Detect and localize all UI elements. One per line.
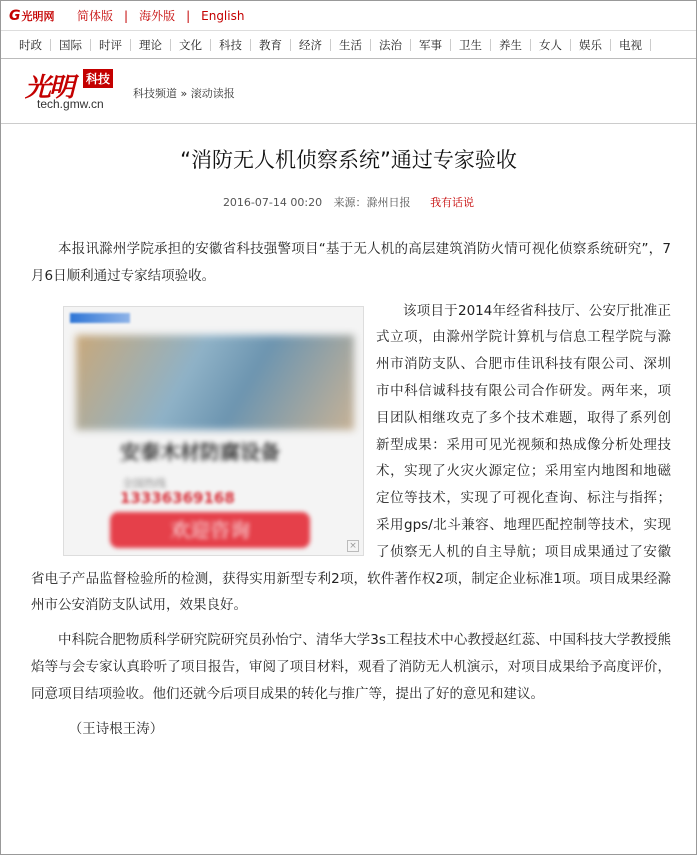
guangming-logo[interactable]: 光明 [25,73,74,103]
nav-item[interactable]: 生活 [331,39,371,51]
nav-item[interactable]: 理论 [131,39,171,51]
channel-domain: tech.gmw.cn [37,97,104,111]
nav-item[interactable]: 时评 [91,39,131,51]
header-divider [1,123,696,124]
version-links [77,7,244,24]
nav-item[interactable]: 经济 [291,39,331,51]
nav-item[interactable]: 教育 [251,39,291,51]
link-simplified[interactable]: 简体版 [77,9,114,23]
nav-item[interactable]: 科技 [211,39,251,51]
article-title: “消防无人机侦察系统”通过专家验收 [180,148,517,172]
divider: | [124,8,129,23]
nav-item[interactable]: 女人 [531,39,571,51]
channel-tag[interactable]: 科技 [83,69,113,88]
link-overseas[interactable]: 海外版 [139,9,176,23]
breadcrumb-section[interactable]: 滚动读报 [190,87,235,100]
paragraph: 该项目于2014年经省科技厅、公安厅批准正式立项，由滁州学院计算机与信息工程学院与滁州市消防支队、合肥市佳讯科技有限公司、深圳市中科信诚科技有限公司合作研发。两年来，项目团队相继攻克了多个技术难题，取得了系列创新型成果：采用可见光视频和热成像分析处理技术，实现了火灾火源定位；采用室内地图和地磁定位等技术，实现了可视化查询、标注与指挥；采用gps/北斗兼容、地理匹配控制等技术，实现了侦察无人机的自主导航；项目成果通过了安徽省电子产品监督检验所的检测，获得实用新型专利2项，软件著作权2项，制定企业标准1项。项目成果经滁州市公安消防支队试用，效果良好。 [31,302,671,614]
ad-logo [70,313,130,323]
paragraph: 中科院合肥物质科学研究院研究员孙怡宁、清华大学3s工程技术中心教授赵红蕊、中国科技大学教授熊焰等与会专家认真聆听了项目报告，审阅了项目材料，观看了消防无人机演示，对项目成果给予高度评价，同意项目结项验收。他们还就今后项目成果的转化与推广等，提出了好的意见和建议。 [31,632,671,702]
gmw-logo-mark: G [9,7,21,24]
close-icon[interactable]: × [347,540,359,552]
gmw-logo[interactable] [9,8,77,24]
article-body [31,236,671,750]
ad-image [76,335,354,430]
link-english[interactable]: English [201,8,245,23]
gmw-logo-text: 光明网 [21,9,55,23]
breadcrumb-channel[interactable]: 科技频道 [133,87,177,100]
nav-item[interactable]: 电视 [611,39,651,51]
nav-item[interactable]: 军事 [411,39,451,51]
ad-button[interactable]: 欢迎咨询 [110,512,310,548]
nav-item[interactable]: 国际 [51,39,91,51]
article-date: 2016-07-14 00:20 [222,196,323,209]
article-author: （王诗根王涛） [68,720,164,737]
top-bar [1,1,696,31]
breadcrumb-separator: » [180,87,188,100]
advertisement[interactable] [63,306,364,556]
nav-item[interactable]: 娱乐 [571,39,611,51]
nav-item[interactable]: 卫生 [451,39,491,51]
article-meta [1,194,696,210]
nav-item[interactable]: 养生 [491,39,531,51]
comment-link[interactable]: 我有话说 [430,196,475,209]
channel-header [1,59,696,119]
ad-phone: 13336369168 [120,488,235,507]
breadcrumb [133,85,235,101]
nav-item[interactable]: 文化 [171,39,211,51]
article-source: 来源：滁州日报 [333,196,411,209]
nav-item[interactable]: 法治 [371,39,411,51]
ad-title: 安泰木材防腐设备 [120,439,280,464]
paragraph: 本报讯滁州学院承担的安徽省科技强警项目“基于无人机的高层建筑消防火情可视化侦察系统研究”，7月6日顺利通过专家结项验收。 [31,241,671,284]
channel-nav [1,31,696,59]
nav-item[interactable]: 时政 [11,39,51,51]
divider: | [186,8,191,23]
ad-subtitle: 全国热线 [122,476,166,490]
